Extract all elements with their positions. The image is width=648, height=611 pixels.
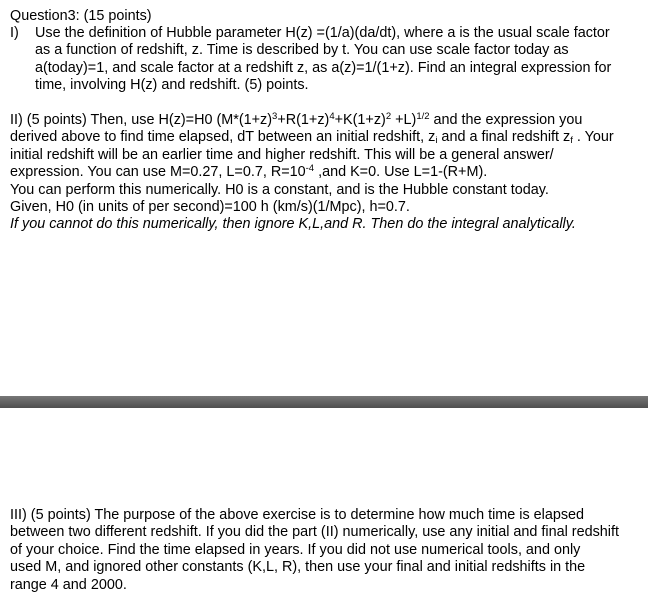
part-one-line: time, involving H(z) and redshift. (5) points.	[35, 77, 309, 94]
part-three-line: used M, and ignored other constants (K,L, R), then use your final and initial redshifts in the	[10, 559, 586, 576]
subscript: i	[435, 135, 438, 147]
text-run: derived above to find time elapsed, dT between an initial redshift, z	[10, 129, 436, 146]
part-two-line-equation	[10, 112, 640, 129]
part-two-line-constants	[10, 164, 640, 181]
part-one-body	[35, 25, 635, 95]
superscript: 2	[385, 111, 392, 122]
text-run: +L)	[391, 112, 417, 128]
text-run: expression. You can use M=0.27, L=0.7, R=10	[10, 164, 306, 181]
superscript: 1/2	[416, 111, 430, 122]
text-run: +K(1+z)	[334, 112, 386, 128]
part-two-line-redshift	[10, 129, 640, 146]
text-run: ,and K=0. Use L=1-(R+M).	[314, 164, 488, 181]
part-three-line: of your choice. Find the time elapsed in years. If you did not use numerical tools, and only	[10, 541, 581, 558]
part-two-line: initial redshift will be an earlier time and higher redshift. This will be a general answer/	[10, 146, 554, 163]
part-one-line: a(today)=1, and scale factor at a redshift z, as a(z)=1/(1+z). Find an integral expression for	[35, 59, 612, 76]
superscript: 4	[329, 111, 335, 122]
italic-text: If you cannot do this numerically,	[10, 216, 219, 233]
part-three-line: between two different redshift. If you did the part (II) numerically, use any initial and final redshift	[10, 524, 619, 541]
part-one	[10, 25, 635, 95]
part-one-line: as a function of redshift, z. Time is described by t. You can use scale factor today as	[35, 42, 569, 59]
subscript: f	[570, 135, 573, 147]
text-run: . Your	[572, 129, 614, 146]
part-three-line: III) (5 points) The purpose of the above exercise is to determine how much time is elapsed	[10, 507, 585, 523]
superscript: -4	[305, 163, 315, 175]
part-two	[10, 112, 640, 234]
text-run: and a final redshift z	[437, 129, 571, 146]
part-one-numeral: I)	[10, 25, 19, 41]
part-three-line: range 4 and 2000.	[10, 576, 127, 593]
part-two-line: Given, H0 (in units of per second)=100 h (km/s)(1/Mpc), h=0.7.	[10, 199, 410, 216]
superscript: 3	[272, 111, 278, 122]
part-two-line-analytic	[10, 216, 640, 233]
text-run: and the expression you	[429, 112, 583, 128]
text-run: II) (5 points) Then, use H(z)=H0 (M*(1+z)	[10, 112, 273, 128]
part-three	[10, 507, 640, 594]
question-title: Question3: (15 points)	[10, 8, 152, 24]
text-run: then ignore K,L,and R. Then do the integral analytically.	[218, 216, 576, 233]
part-two-line: You can perform this numerically. H0 is a constant, and is the Hubble constant today.	[10, 181, 549, 198]
section-divider	[0, 396, 648, 408]
part-one-line: Use the definition of Hubble parameter H(z) =(1/a)(da/dt), where a is the usual scale factor	[35, 25, 610, 41]
text-run: +R(1+z)	[277, 112, 330, 128]
